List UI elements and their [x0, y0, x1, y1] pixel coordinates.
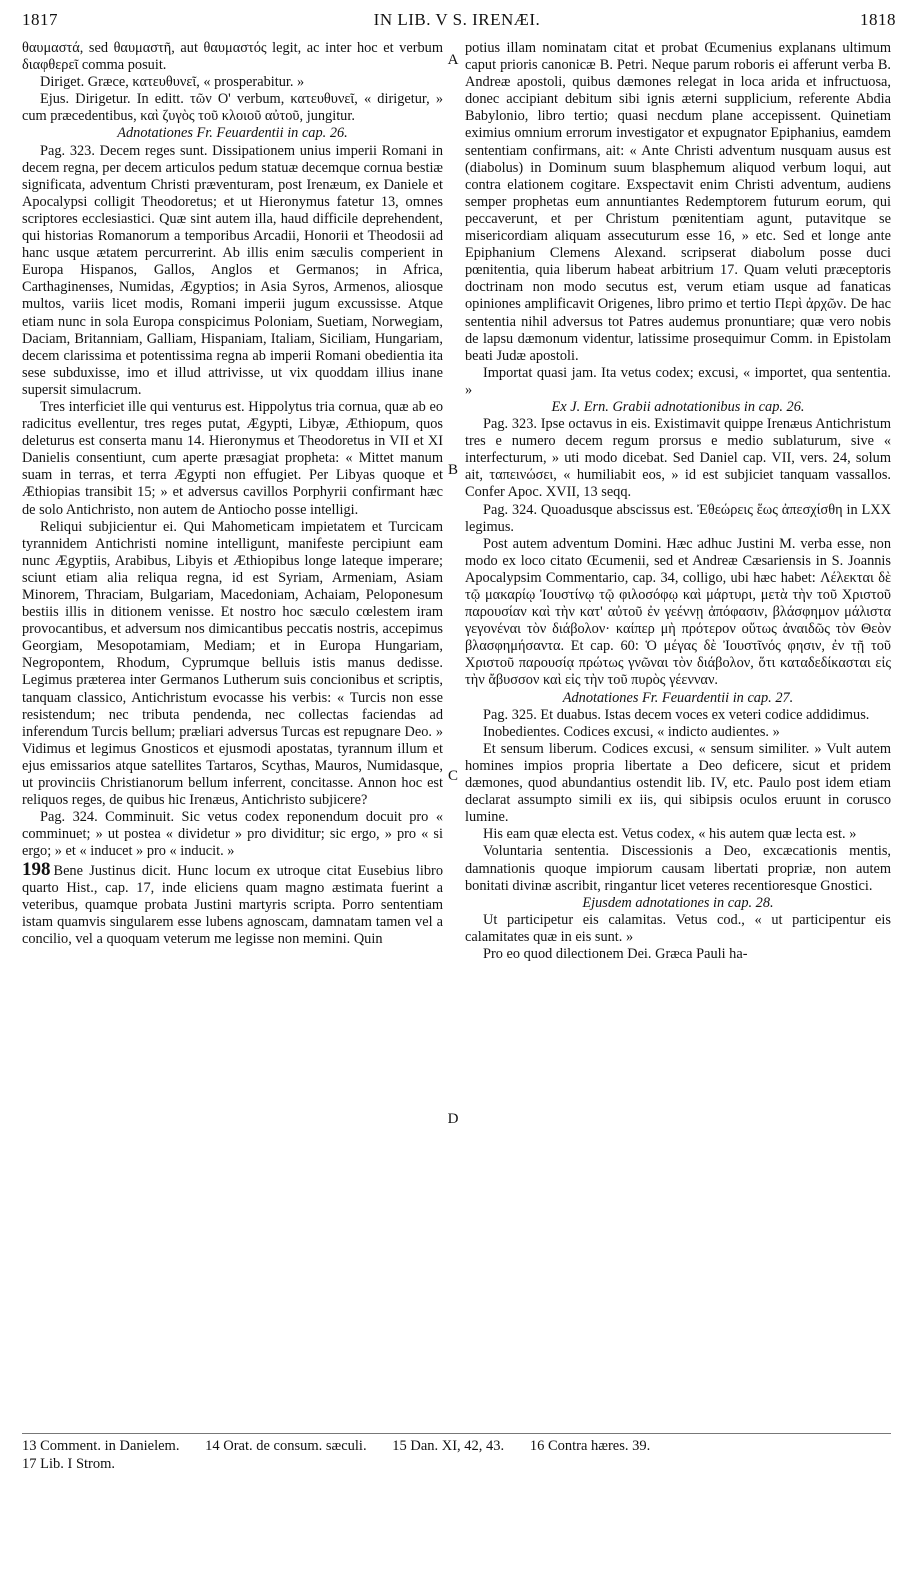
footnote: 16 Contra hæres. 39. [529, 1438, 651, 1454]
paragraph: 198 Bene Justinus dicit. Hunc locum ex utroque citat Eusebius libro quarto Hist., cap. 17, inde eliciens quam magno æstimata fuerint a veteribus, quamque probata Justini martyris scripta. Porro sententiam istam quamvis singularem esse lubens agnoscam, damnatam tamen vel a concilio, vel a quoquam veterum me legisse non memini. Quin [22, 858, 443, 947]
right-column [465, 40, 891, 963]
paragraph: Pag. 324. Comminuit. Sic vetus codex reponendum docuit pro « comminuet; » ut postea « dividetur » pro dividitur; sic ergo, » pro « si ergo; » et « inducet » pro « inducit. » [22, 809, 443, 860]
margin-mark-d: D [447, 1111, 459, 1127]
paragraph: His eam quæ electa est. Vetus codex, « his autem quæ lecta est. » [483, 826, 857, 843]
paragraph: Importat quasi jam. Ita vetus codex; excusi, « importet, qua sententia. » [465, 364, 891, 398]
paragraph: Pag. 324. Quoadusque abscissus est. Ἐθεώρεις ἕως ἀπεσχίσθη in LXX legimus. [465, 501, 891, 535]
section-heading: Ejusdem adnotationes in cap. 28. [582, 894, 774, 911]
paragraph: potius illam nominatam citat et probat Œcumenius explanans ultimum caput prioris canonicæ B. Petri. Neque parum roboris ei afferunt verba B. Andreæ apostoli, quibus dæmones relegat in loca arida et infructuosa, donec accipiant debitum sibi ignis æterni supplicium, referente Abdia Babylonio, libro tertio; quasi necdum plane accepissent. Quinetiam eximius omnium errorum investigator et expugnator Epiphanius, eamdem sententiam confirmans, ait: « Ante Christi adventum nusquam ausus est (diabolus) in Dominum suum blasphemum aliquod verbum loqui, aut contra elationem cogitare. Exspectavit enim Christi adventum, audiens semper prophetas eum annuntiantes Redemptorem futurum eorum, qui peccaverunt, et per Christum pœnitentiam agunt, putavitque se misericordiam aliquam assecuturum esse 16, » etc. Sed et longe ante Epiphanium Clemens Alexand. scripserat diabolum posse duci pœnitentia, quia liberum habeat arbitrium 17. Quam veluti præceptoris doctrinam non modo secutus est, verum etiam usque ad fanaticas opiniones amplificavit Origenes, libro primo et tertio Περὶ ἀρχῶν. De hac sententia nihil adversus tot Patres audemus pronuntiare; quæ vero nobis de lapsu dæmonum videntur, latissime prosequimur Comm. in Epistolam beati Judæ apostoli. [465, 40, 891, 364]
section-heading: Ex J. Ern. Grabii adnotationibus in cap. 26. [551, 398, 805, 415]
running-title: IN LIB. V S. IRENÆI. [373, 10, 541, 29]
footnotes [22, 1437, 891, 1473]
footnote: 17 Lib. I Strom. [22, 1456, 116, 1472]
paragraph: Tres interficiet ille qui venturus est. Hippolytus tria cornua, quæ ab eo radicitus evellentur, tres reges putat, Ægypti, Libyæ, Æthiopum, quos deleturus est conserta manu 14. Hieronymus et Theodoretus in VII et XI Danielis consentiunt, cum aperte præsagiat propheta: « Mittet manum suam in terras, et terra Ægypti non effugiet. Per Libyas quoque et Æthiopias transibit 15; » et adversus cavillos Porphyrii confirmant hæc de solo Antichristo, non autem de Antiocho posse intelligi. [22, 398, 443, 518]
paragraph: Pag. 323. Decem reges sunt. Dissipationem unius imperii Romani in decem regna, per decem articulos pedum statuæ decemque cornua bestiæ significata, adventum Christi præventuram, post Irenæum, ex Daniele et Apocalypsi colligit Theodoretus; et ut Hieronymus fatetur 13, omnes scriptores ecclesiastici. Quæ sint autem illa, haud difficile deprehendent, qui historias Romanorum a temporibus Arcadii, Honorii et Theodosii ad hanc usque ætatem percurrerint. Ab illis enim sæculis comperient in Europa Hispanos, Gallos, Anglos et Germanos; in Africa, Carthaginenses, Numidas, Ægyptios; in Asia Syros, Armenos, aliosque multos, variis licet modis, Romani imperii jugum excussisse. Atque etiam nunc in sola Europa conspicimus Poloniam, Suetiam, Norwegiam, Daciam, Britanniam, Galliam, Hispaniam, Italiam, Siciliam, Hungariam, decem clarissima et potentissima regna ab imperii Romani obedientia ita sese subduxisse, imo et illud attrivisse, ut vix quoddam illius inane supersit simulacrum. [22, 142, 443, 398]
footnote: 13 Comment. in Danielem. [22, 1438, 180, 1454]
paragraph: Inobedientes. Codices excusi, « indicto audientes. » [483, 723, 780, 740]
paragraph: θαυμαστά, sed θαυμαστῆ, aut θαυμαστός legit, ac inter hoc et verbum διαφθερεῖ comma posuit. [22, 40, 443, 74]
margin-mark-a: A [447, 52, 459, 68]
paragraph: Diriget. Græce, κατευθυνεῖ, « prosperabitur. » [40, 74, 305, 91]
footnote-rule [22, 1433, 891, 1434]
page-number-right: 1818 [860, 10, 896, 29]
paragraph: Reliqui subjicientur ei. Qui Mahometicam impietatem et Turcicam tyrannidem Antichristi nomine intelligunt, manifeste percipiunt eam nunc Ægyptiis, Arabibus, Libyis et Æthiopibus longe lateque imperare; sciunt etiam alia reliqua regna, id est Syriam, Armeniam, Asiam Minorem, Thraciam, Bulgariam, Macedoniam, Achaiam, Peloponesum bestiis illis in ditionem venisse. Et nostro hoc sæculo cœlestem iram provocantibus, et adversum nos dimicantibus peccatis nostris, accepimus Georgiam, Mesopotamiam, Mediam; et in Europa Hungariam, Negropontem, Rhodum, Cyprumque belluis istis manus dedisse. Legimus præterea inter Germanos Lutherum suis concionibus et scriptis, tanquam classico, Antichristum evocasse his verbis: « Turcis non esse resistendum; nec tributa pendenda, nec collectas faciendas ad inferendum Turcis bellum; præliari adversus Turcas est repugnare Deo. » Vidimus et legimus Gnosticos et ejusmodi apostatas, tyrannum illum et ejus emissarios atque satellites Tartaros, Scythas, Mauros, Numidasque, ut provinciis Christianorum bellum inferrent, concitasse. Annon hoc est reliquos reges, de quibus hic Irenæus, Antichristo subjicere? [22, 518, 443, 809]
section-heading: Adnotationes Fr. Feuardentii in cap. 26. [117, 125, 348, 142]
footnote: 15 Dan. XI, 42, 43. [392, 1438, 505, 1454]
footnote: 14 Orat. de consum. sæculi. [205, 1438, 367, 1454]
migne-column-number: 198 [22, 858, 51, 880]
paragraph: Pag. 325. Et duabus. Istas decem voces ex veteri codice addidimus. [483, 706, 870, 723]
section-heading: Adnotationes Fr. Feuardentii in cap. 27. [562, 689, 794, 706]
running-header [0, 6, 914, 34]
margin-mark-c: C [447, 768, 458, 784]
paragraph: Post autem adventum Domini. Hæc adhuc Justini M. verba esse, non modo ex loco citato Œcumenii, sed et Andreæ Cæsariensis in S. Joannis Apocalypsim Commentario, cap. 34, colligo, ubi hæc habet: Λέλεκται δὲ τῷ μακαρίῳ Ἰουστίνῳ τῷ φιλοσόφῳ καὶ μάρτυρι, μετὰ τὴν τοῦ Χριστοῦ παρουσίαν καὶ τὴν κατ' αὐτοῦ ἐν γεέννῃ ἀπόφασιν, βλάσφημον μάλιστα γεγονέναι τὸν διάβολον· καίπερ μὴ πρότερον οὕτως ἀναιδῶς τὸν Θεὸν βλασφημήσαντα. Et cap. 60: Ὁ μέγας δὲ Ἰουστῖνός φησιν, ἐν τῇ τοῦ Χριστοῦ παρουσίᾳ πρώτως γνῶναι τὸν διάβολον, ὅτι καταδεδίκασται εἰς τὴν ἄβυσσον καὶ εἰς τὴν τοῦ πυρὸς γέενναν. [465, 535, 891, 689]
paragraph: Pro eo quod dilectionem Dei. Græca Pauli ha- [483, 945, 748, 962]
paragraph: Pag. 323. Ipse octavus in eis. Existimavit quippe Irenæus Antichristum tres e numero decem regum prorsus e medio sublaturum, sive « interfecturum, » uti modo dicebat. Sed Daniel cap. VII, vers. 24, solum ait, ταπεινώσει, « humiliabit eos, » id est subjiciet tanquam vassallos. Confer Apoc. XVII, 13 seqq. [465, 416, 891, 501]
paragraph: Ut participetur eis calamitas. Vetus cod., « ut participentur eis calamitates quæ in eis sunt. » [465, 911, 891, 945]
paragraph: Voluntaria sententia. Discessionis a Deo, excæcationis mentis, damnationis quoque impiorum causam libertati propriæ, non autem bonitati divinæ ascribit, ringantur licet veteres recentioresque Gnostici. [465, 843, 891, 894]
margin-mark-b: B [447, 462, 458, 478]
paragraph: Et sensum liberum. Codices excusi, « sensum similiter. » Vult autem homines impios propria libertate a Deo deficere, sicut et pridem dæmones, quod abundantius ostendit lib. IV, etc. Paulo post idem etiam declarat assumpto simili ex iis, qui sibipsis oculos eruunt in corusco lumine. [465, 740, 891, 826]
left-column [22, 40, 443, 948]
paragraph: Ejus. Dirigetur. In editt. τῶν Ο' verbum, κατευθυνεῖ, « dirigetur, » cum præcedentibus, καὶ ζυγὸς τοῦ κλοιοῦ αὐτοῦ, jungitur. [22, 91, 443, 125]
page-number-left: 1817 [22, 10, 58, 29]
